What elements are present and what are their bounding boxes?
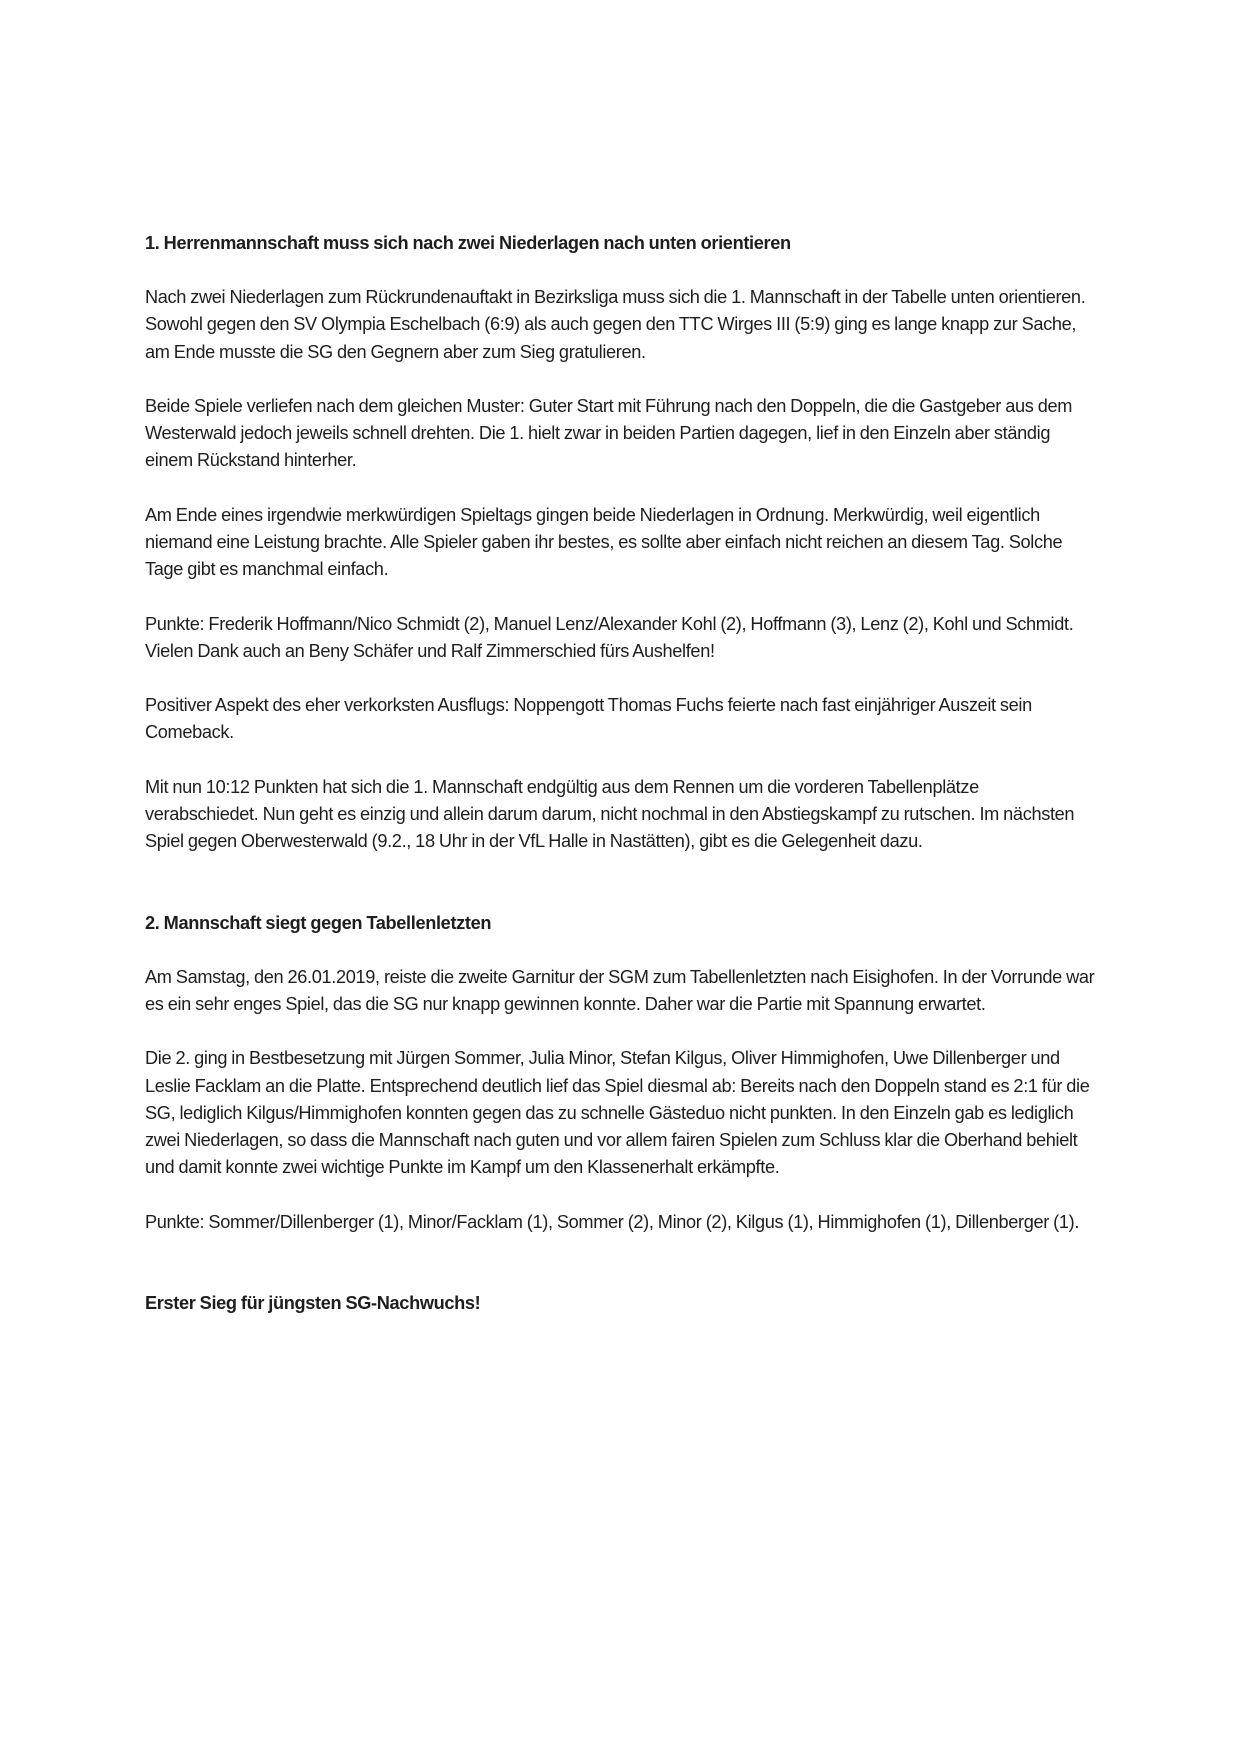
- paragraph: Punkte: Frederik Hoffmann/Nico Schmidt (2), Manuel Lenz/Alexander Kohl (2), Hoffmann (3), Lenz (2), Kohl und Schmidt. Vielen Dank auch an Beny Schäfer und Ralf Zimmerschied fürs Aushelfen!: [145, 613, 1074, 661]
- section-heading: 1. Herrenmannschaft muss sich nach zwei Niederlagen nach unten orientieren: [145, 233, 791, 253]
- paragraph: Am Samstag, den 26.01.2019, reiste die zweite Garnitur der SGM zum Tabellenletzten nach Eisighofen. In der Vorrunde war es ein sehr enges Spiel, das die SG nur knapp gewinnen konnte. Daher war die Partie mit Spannung erwartet.: [145, 966, 1095, 1014]
- paragraph: Am Ende eines irgendwie merkwürdigen Spieltags gingen beide Niederlagen in Ordnung. Merkwürdig, weil eigentlich niemand eine Leistung brachte. Alle Spieler gaben ihr bestes, es sollte aber einfach nicht reichen an diesem Tag. Solche Tage gibt es manchmal einfach.: [145, 504, 1063, 580]
- document-page: [145, 230, 1105, 1344]
- section-youth: [145, 1290, 1105, 1317]
- paragraph: Mit nun 10:12 Punkten hat sich die 1. Mannschaft endgültig aus dem Rennen um die vorderen Tabellenplätze verabschiedet. Nun geht es einzig und allein darum darum, nicht nochmal in den Abstiegskampf zu rutschen. Im nächsten Spiel gegen Oberwesterwald (9.2., 18 Uhr in der VfL Halle in Nastätten), gibt es die Gelegenheit dazu.: [145, 776, 1075, 852]
- spacer: [145, 1263, 1105, 1290]
- paragraph: Positiver Aspekt des eher verkorksten Ausflugs: Noppengott Thomas Fuchs feierte nach fast einjähriger Auszeit sein Comeback.: [145, 695, 1032, 743]
- section-second-team: [145, 910, 1105, 1236]
- spacer: [145, 883, 1105, 910]
- section-first-team: [145, 230, 1105, 855]
- paragraph: Punkte: Sommer/Dillenberger (1), Minor/Facklam (1), Sommer (2), Minor (2), Kilgus (1), Himmighofen (1), Dillenberger (1).: [145, 1211, 1080, 1232]
- section-heading: Erster Sieg für jüngsten SG-Nachwuchs!: [145, 1292, 481, 1313]
- section-heading: 2. Mannschaft siegt gegen Tabellenletzten: [145, 912, 492, 933]
- paragraph: Beide Spiele verliefen nach dem gleichen Muster: Guter Start mit Führung nach den Doppeln, die die Gastgeber aus dem Westerwald jedoch jeweils schnell drehten. Die 1. hielt zwar in beiden Partien dagegen, lief in den Einzeln aber ständig einem Rückstand hinterher.: [145, 396, 1073, 471]
- paragraph: Die 2. ging in Bestbesetzung mit Jürgen Sommer, Julia Minor, Stefan Kilgus, Oliver Himmighofen, Uwe Dillenberger und Leslie Facklam an die Platte. Entsprechend deutlich lief das Spiel diesmal ab: Bereits nach den Doppeln stand es 2:1 für die SG, lediglich Kilgus/Himmighofen konnten gegen das zu schnelle Gästeduo nicht punkten. In den Einzeln gab es lediglich zwei Niederlagen, so dass die Mannschaft nach guten und vor allem fairen Spielen zum Schluss klar die Oberhand behielt und damit konnte zwei wichtige Punkte im Kampf um den Klassenerhalt erkämpfte.: [145, 1048, 1090, 1178]
- paragraph: Nach zwei Niederlagen zum Rückrundenauftakt in Bezirksliga muss sich die 1. Mannschaft in der Tabelle unten orientieren. Sowohl gegen den SV Olympia Eschelbach (6:9) als auch gegen den TTC Wirges III (5:9) ging es lange knapp zur Sache, am Ende musste die SG den Gegnern aber zum Sieg gratulieren.: [145, 287, 1086, 362]
